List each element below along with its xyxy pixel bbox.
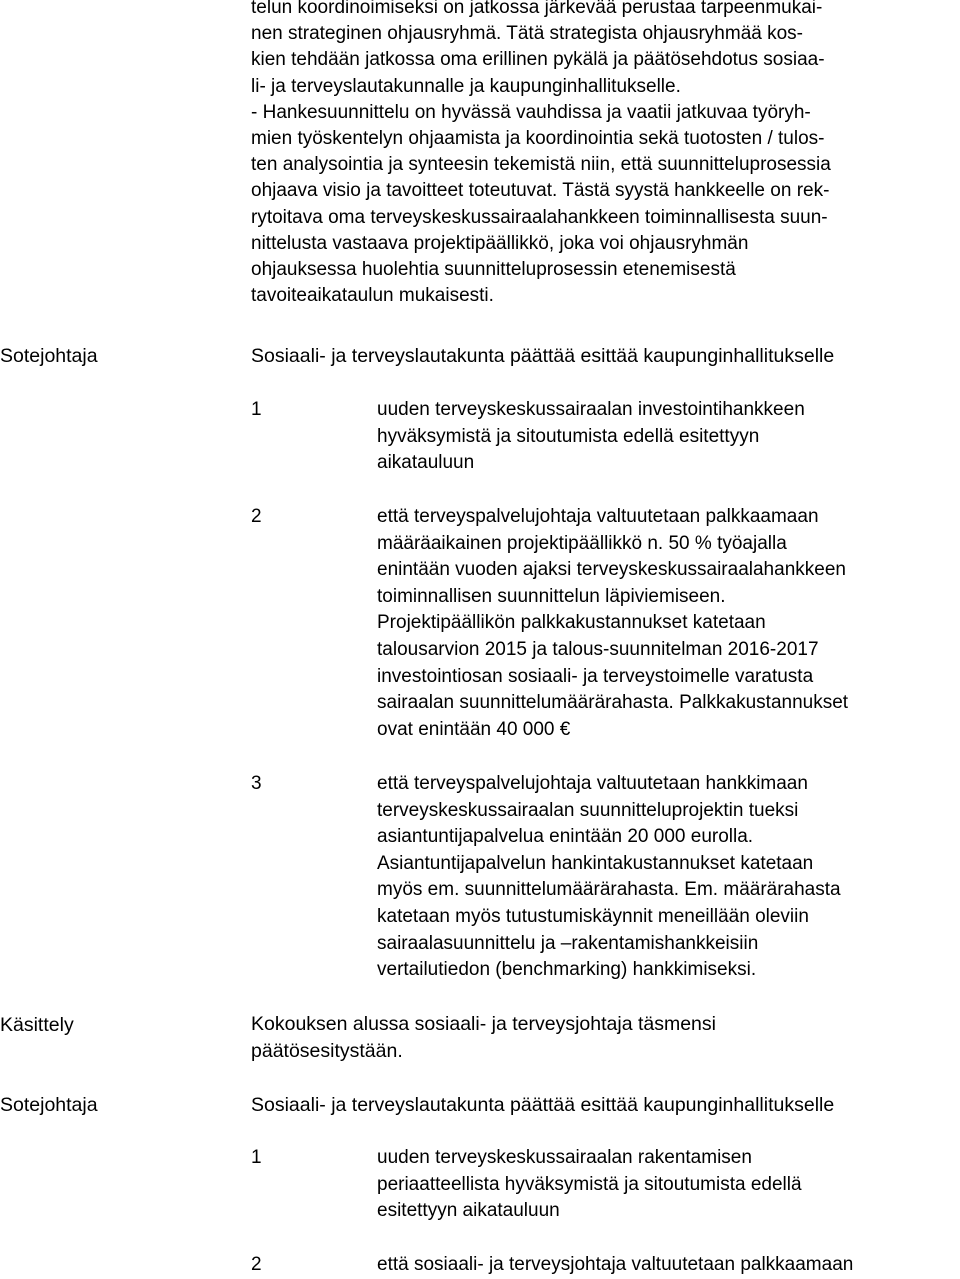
text-line: Projektipäällikön palkkakustannukset katetaan [377, 612, 766, 634]
item-text [377, 1252, 853, 1279]
text-line: esitettyyn aikatauluun [377, 1200, 560, 1222]
item-number: 3 [251, 773, 262, 794]
item-text [377, 1145, 802, 1225]
section-label-kasittely: Käsittely [0, 1014, 74, 1036]
text-line: määräaikainen projektipäällikkö n. 50 % työajalla [377, 532, 787, 554]
text-line: katetaan myös tutustumiskäynnit meneillään oleviin [377, 905, 809, 927]
text-line: aikatauluun [377, 452, 475, 474]
text-line: sairaalan suunnittelumäärärahasta. Palkkakustannukset [377, 692, 849, 714]
text-line: ten analysointia ja synteesin tekemistä niin, että suunnitteluprosessia [251, 154, 831, 176]
text-line: telun koordinoimiseksi on jatkossa järkevää perustaa tarpeenmukai- [251, 0, 823, 18]
text-line: enintään vuoden ajaksi terveyskeskussairaalahankkeen [377, 559, 846, 581]
text-line: nen strateginen ohjausryhmä. Tätä strategista ohjausryhmää kos- [251, 23, 804, 45]
text-line: periaatteellista hyväksymistä ja sitoutumista edellä [377, 1173, 802, 1195]
text-line: uuden terveyskeskussairaalan rakentamisen [377, 1147, 752, 1168]
text-line: investointiosan sosiaali- ja terveystoimelle varatusta [377, 665, 814, 687]
section-label-sotejohtaja: Sotejohtaja [0, 1094, 98, 1116]
text-line: rytoitava oma terveyskeskussairaalahankkeen toiminnallisesta suun- [251, 206, 828, 228]
text-line: li- ja terveyslautakunnalle ja kaupunginhallitukselle. [251, 75, 681, 97]
proposal-heading: Sosiaali- ja terveyslautakunta päättää esittää kaupunginhallitukselle [251, 345, 835, 367]
text-line: Asiantuntijapalvelun hankintakustannukset katetaan [377, 852, 814, 874]
text-line: että terveyspalvelujohtaja valtuutetaan hankkimaan [377, 773, 808, 794]
section-label-sotejohtaja: Sotejohtaja [0, 345, 98, 367]
text-line: ohjauksessa huolehtia suunnitteluprosessin etenemisestä [251, 259, 736, 281]
item-text [377, 397, 805, 477]
item-text [377, 771, 841, 984]
text-line: vertailutiedon (benchmarking) hankkimiseksi. [377, 959, 757, 981]
intro-paragraph [251, 0, 959, 309]
item-number: 1 [251, 1147, 262, 1168]
text-line: myös em. suunnittelumäärärahasta. Em. määrärahasta [377, 879, 841, 901]
proposal-heading: Sosiaali- ja terveyslautakunta päättää esittää kaupunginhallitukselle [251, 1094, 835, 1116]
text-line: ohjaava visio ja tavoitteet toteutuvat. Tästä syystä hankkeelle on rek- [251, 180, 830, 202]
text-line: uuden terveyskeskussairaalan investointihankkeen [377, 399, 805, 420]
text-line: Kokouksen alussa sosiaali- ja terveysjohtaja täsmensi [251, 1013, 716, 1035]
item-number: 1 [251, 399, 262, 420]
text-line: sairaalasuunnittelu ja –rakentamishankkeisiin [377, 932, 759, 954]
text-line: toiminnallisen suunnittelun läpiviemiseen. [377, 585, 726, 607]
text-line: terveyskeskussairaalan suunnitteluprojektin tueksi [377, 799, 799, 821]
text-line: - Hankesuunnittelu on hyvässä vauhdissa ja vaatii jatkuvaa työryh- [251, 101, 811, 123]
text-line: asiantuntijapalvelua enintään 20 000 eurolla. [377, 826, 754, 848]
text-line: kien tehdään jatkossa oma erillinen pykälä ja päätösehdotus sosiaa- [251, 49, 825, 71]
item-number: 2 [251, 506, 262, 527]
text-line: päätösesitystään. [251, 1039, 403, 1062]
text-line: talousarvion 2015 ja talous-suunnitelman 2016-2017 [377, 638, 819, 660]
text-line: että terveyspalvelujohtaja valtuutetaan palkkaamaan [377, 506, 819, 527]
text-line: että sosiaali- ja terveysjohtaja valtuutetaan palkkaamaan [377, 1254, 854, 1275]
text-line: nittelusta vastaava projektipäällikkö, joka voi ohjausryhmän [251, 232, 749, 254]
text-line: mien työskentelyn ohjaamista ja koordinointia sekä tuotosten / tulos- [251, 128, 825, 150]
item-number: 2 [251, 1254, 262, 1275]
item-text [377, 504, 848, 743]
kasittely-paragraph [251, 1011, 959, 1064]
text-line: ovat enintään 40 000 € [377, 718, 571, 740]
text-line: tavoiteaikataulun mukaisesti. [251, 285, 494, 307]
text-line: hyväksymistä ja sitoutumista edellä esitettyyn [377, 425, 760, 447]
